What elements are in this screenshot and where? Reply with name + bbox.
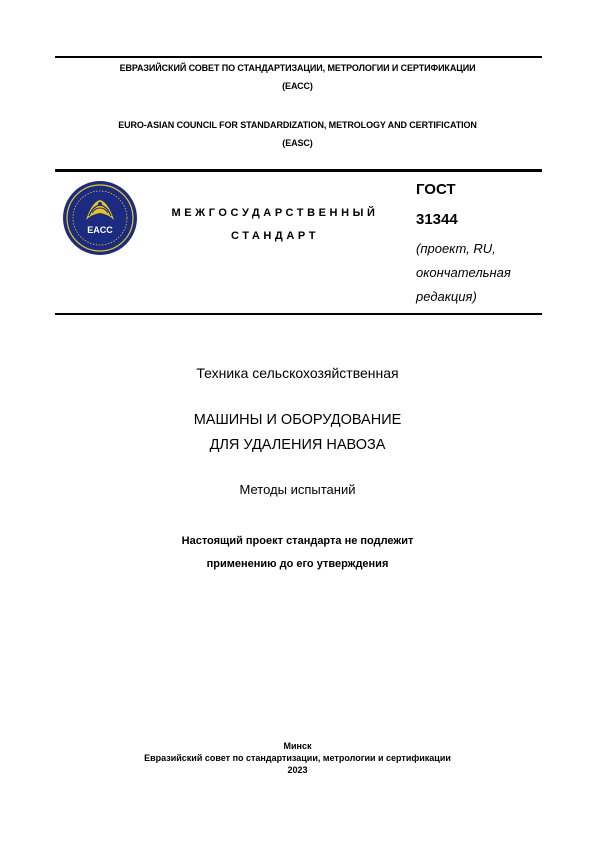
standard-block-rule xyxy=(55,313,542,315)
easc-emblem-icon xyxy=(62,180,138,256)
standard-kind-line2: СТАНДАРТ xyxy=(230,230,320,242)
council-abbr-en: (EASC) xyxy=(282,138,313,148)
council-abbr-ru: (ЕАСС) xyxy=(282,81,313,91)
top-rule xyxy=(55,56,542,58)
notice-line2: применению до его утверждения xyxy=(206,558,389,570)
header-rule xyxy=(55,169,542,172)
logo-text: EACC xyxy=(87,225,113,235)
status-line3: редакция) xyxy=(416,289,477,304)
status-line2: окончательная xyxy=(416,265,511,280)
council-name-ru: ЕВРАЗИЙСКИЙ СОВЕТ ПО СТАНДАРТИЗАЦИИ, МЕТРОЛОГИИ И СЕРТИФИКАЦИИ xyxy=(119,63,476,73)
gost-number: 31344 xyxy=(416,211,458,228)
status-line1: (проект, RU, xyxy=(416,241,496,256)
title-main-line2: ДЛЯ УДАЛЕНИЯ НАВОЗА xyxy=(209,437,386,453)
notice-line1: Настоящий проект стандарта не подлежит xyxy=(181,535,414,547)
title-subtitle: Методы испытаний xyxy=(239,482,356,497)
easc-logo xyxy=(62,180,138,256)
title-category: Техника сельскохозяйственная xyxy=(196,365,399,381)
footer-city: Минск xyxy=(283,741,312,751)
gost-label: ГОСТ xyxy=(416,181,456,198)
footer-publisher: Евразийский совет по стандартизации, метрологии и сертификации xyxy=(144,753,451,763)
standard-kind-line1: МЕЖГОСУДАРСТВЕННЫЙ xyxy=(171,207,379,219)
council-name-en: EURO-ASIAN COUNCIL FOR STANDARDIZATION, METROLOGY AND CERTIFICATION xyxy=(118,120,477,130)
footer-year: 2023 xyxy=(287,765,308,775)
title-main-line1: МАШИНЫ И ОБОРУДОВАНИЕ xyxy=(193,412,402,428)
